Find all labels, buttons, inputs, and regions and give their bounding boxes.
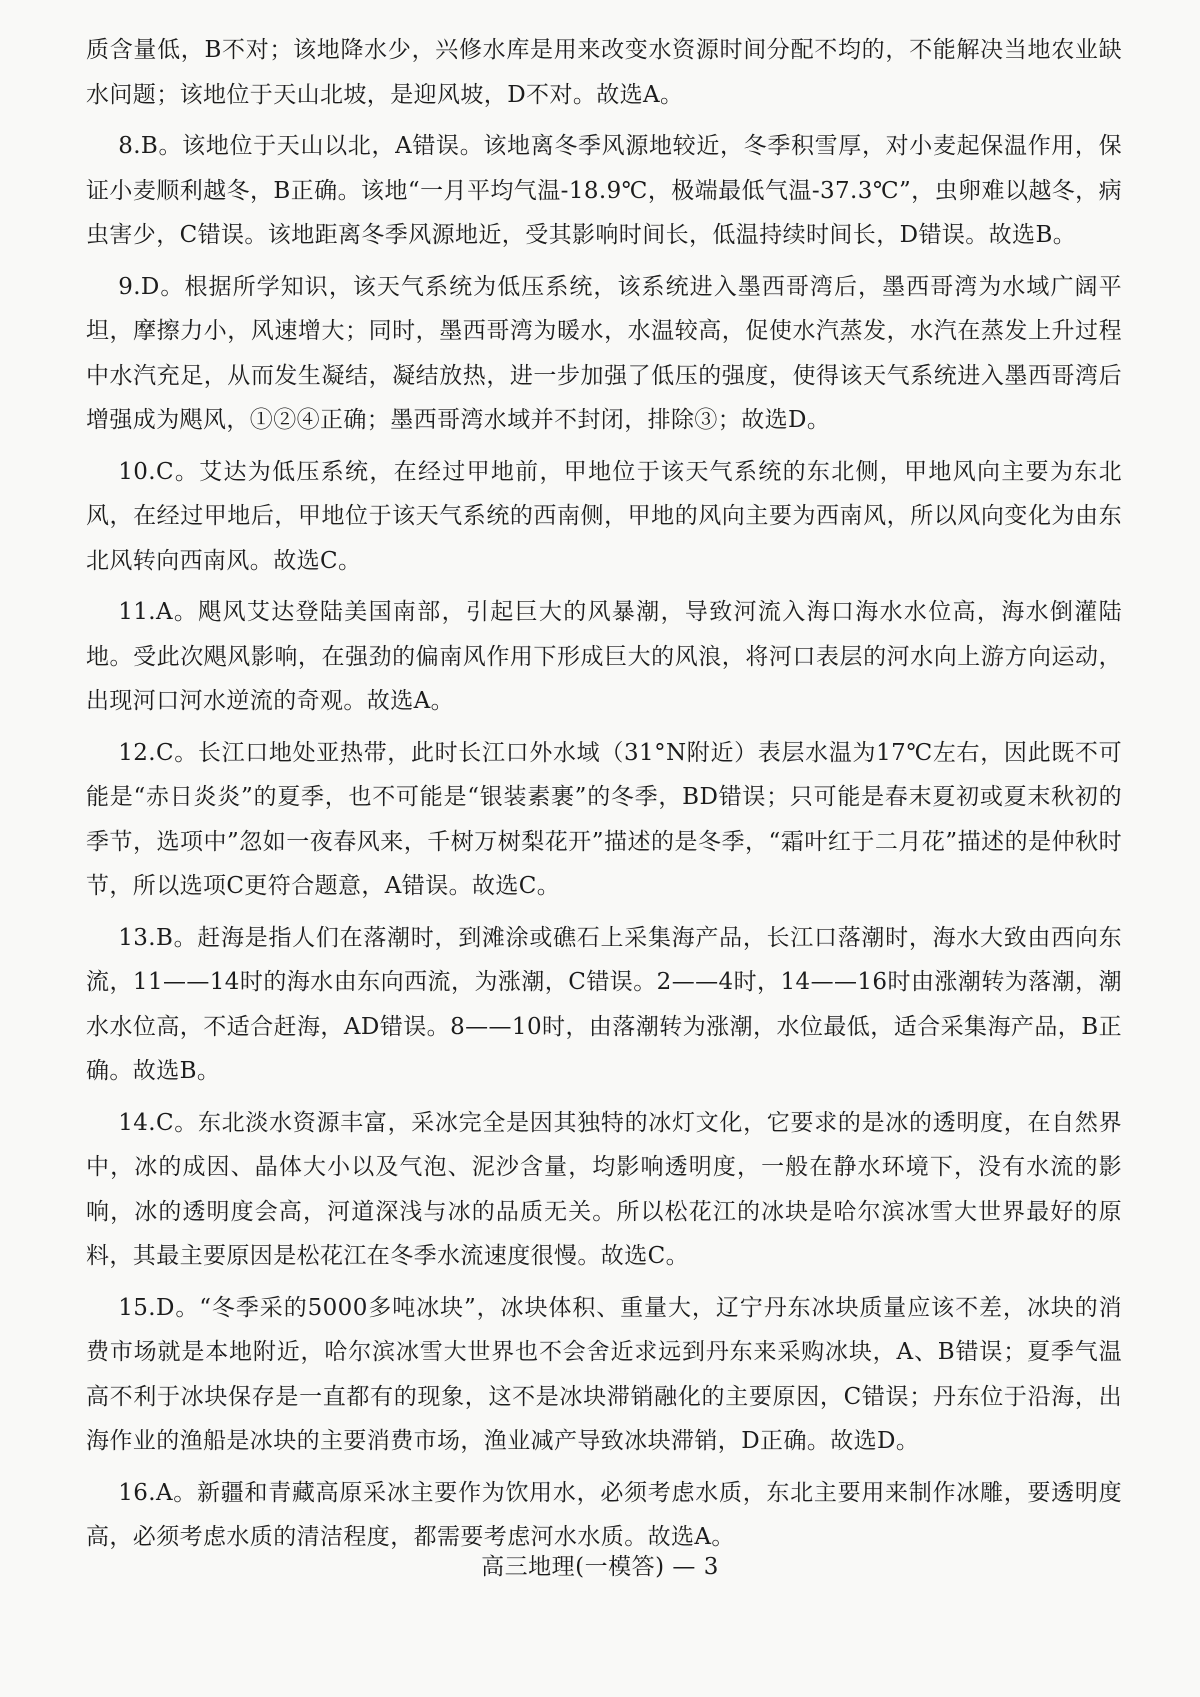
page-footer: 高三地理(一模答) — 3 (481, 1554, 719, 1580)
answer-10: 10.C。艾达为低压系统，在经过甲地前，甲地位于该天气系统的东北侧，甲地风向主要为东北风，在经过甲地后，甲地位于该天气系统的西南侧，甲地的风向主要为西南风，所以风向变化为由东北风转向西南风。故选C。 (86, 458, 1122, 574)
answer-12: 12.C。长江口地处亚热带，此时长江口外水域（31°N附近）表层水温为17℃左右，因此既不可能是“赤日炎炎”的夏季，也不可能是“银装素裹”的冬季，BD错误；只可能是春末夏初或夏末秋初的季节，选项中”忽如一夜春风来，千树万树梨花开”描述的是冬季，“霜叶红于二月花”描述的是仲秋时节，所以选项C更符合题意，A错误。故选C。 (86, 739, 1122, 899)
answer-9: 9.D。根据所学知识，该天气系统为低压系统，该系统进入墨西哥湾后，墨西哥湾为水域广阔平坦，摩擦力小，风速增大；同时，墨西哥湾为暖水，水温较高，促使水汽蒸发，水汽在蒸发上升过程中水汽充足，从而发生凝结，凝结放热，进一步加强了低压的强度，使得该天气系统进入墨西哥湾后增强成为飓风，①②④正确；墨西哥湾水域并不封闭，排除③；故选D。 (86, 273, 1122, 433)
answer-8: 8.B。该地位于天山以北，A错误。该地离冬季风源地较近，冬季积雪厚，对小麦起保温作用，保证小麦顺利越冬，B正确。该地“一月平均气温-18.9℃，极端最低气温-37.3℃”，虫卵难以越冬，病虫害少，C错误。该地距离冬季风源地近，受其影响时间长，低温持续时间长，D错误。故选B。 (86, 133, 1122, 248)
answer-16: 16.A。新疆和青藏高原采冰主要作为饮用水，必须考虑水质，东北主要用来制作冰雕，要透明度高，必须考虑水质的清洁程度，都需要考虑河水水质。故选A。 (86, 1479, 1122, 1550)
answer-14: 14.C。东北淡水资源丰富，采冰完全是因其独特的冰灯文化，它要求的是冰的透明度，在自然界中，冰的成因、晶体大小以及气泡、泥沙含量，均影响透明度，一般在静水环境下，没有水流的影响，冰的透明度会高，河道深浅与冰的品质无关。所以松花江的冰块是哈尔滨冰雪大世界最好的原料，其最主要原因是松花江在冬季水流速度很慢。故选C。 (86, 1109, 1122, 1269)
answer-7-continued: 质含量低，B不对；该地降水少，兴修水库是用来改变水资源时间分配不均的，不能解决当地农业缺水问题；该地位于天山北坡，是迎风坡，D不对。故选A。 (86, 37, 1122, 108)
answer-13: 13.B。赶海是指人们在落潮时，到滩涂或礁石上采集海产品，长江口落潮时，海水大致由西向东流，11——14时的海水由东向西流，为涨潮，C错误。2——4时，14——16时由涨潮转为落潮，潮水水位高，不适合赶海，AD错误。8——10时，由落潮转为涨潮，水位最低，适合采集海产品，B正确。故选B。 (86, 924, 1122, 1084)
answer-15: 15.D。“冬季采的5000多吨冰块”，冰块体积、重量大，辽宁丹东冰块质量应该不差，冰块的消费市场就是本地附近，哈尔滨冰雪大世界也不会舍近求远到丹东来采购冰块，A、B错误；夏季气温高不利于冰块保存是一直都有的现象，这不是冰块滞销融化的主要原因，C错误；丹东位于沿海，出海作业的渔船是冰块的主要消费市场，渔业减产导致冰块滞销，D正确。故选D。 (86, 1294, 1122, 1454)
answer-11: 11.A。飓风艾达登陆美国南部，引起巨大的风暴潮，导致河流入海口海水水位高，海水倒灌陆地。受此次飓风影响，在强劲的偏南风作用下形成巨大的风浪，将河口表层的河水向上游方向运动，出现河口河水逆流的奇观。故选A。 (86, 599, 1122, 714)
answer-text (86, 28, 1122, 1567)
